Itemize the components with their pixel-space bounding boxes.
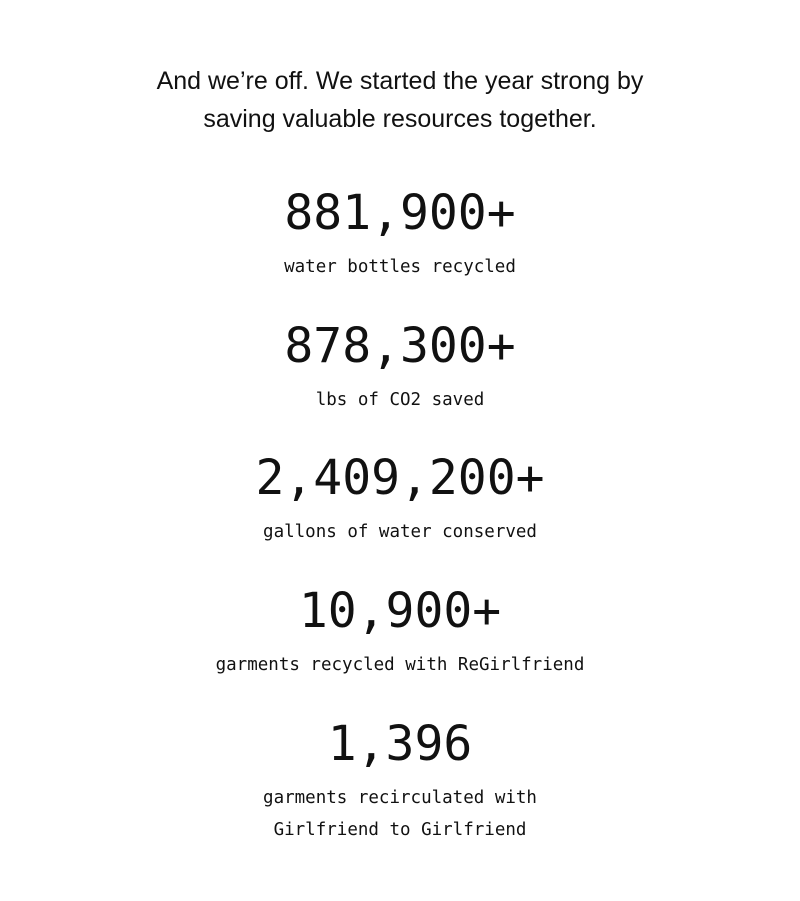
stat-garments-recycled <box>0 583 800 681</box>
stat-label <box>0 516 800 548</box>
stat-water-conserved <box>0 450 800 548</box>
intro-line-1: And we’re off. We started the year strong by <box>156 67 644 95</box>
stat-label <box>0 384 800 416</box>
stat-label-line: gallons of water conserved <box>263 522 537 542</box>
stat-water-bottles <box>0 185 800 283</box>
stat-value: 10,900+ <box>298 583 502 639</box>
stat-value: 2,409,200+ <box>255 450 545 506</box>
stat-value: 878,300+ <box>284 318 516 374</box>
stat-label-line: lbs of CO2 saved <box>315 390 485 410</box>
stat-value: 1,396 <box>327 716 473 772</box>
stat-garments-recirculated <box>0 716 800 846</box>
stat-label <box>0 649 800 681</box>
stat-label <box>0 251 800 283</box>
stat-label-line: Girlfriend to Girlfriend <box>273 820 527 840</box>
stat-co2-saved <box>0 318 800 416</box>
stat-label-line: garments recycled with ReGirlfriend <box>215 655 585 675</box>
intro-line-2: saving valuable resources together. <box>203 105 597 133</box>
stat-label <box>0 782 800 846</box>
stat-label-line: water bottles recycled <box>284 257 516 277</box>
intro-text <box>100 62 700 138</box>
stat-value: 881,900+ <box>284 185 516 241</box>
stat-label-line: garments recirculated with <box>263 788 537 808</box>
